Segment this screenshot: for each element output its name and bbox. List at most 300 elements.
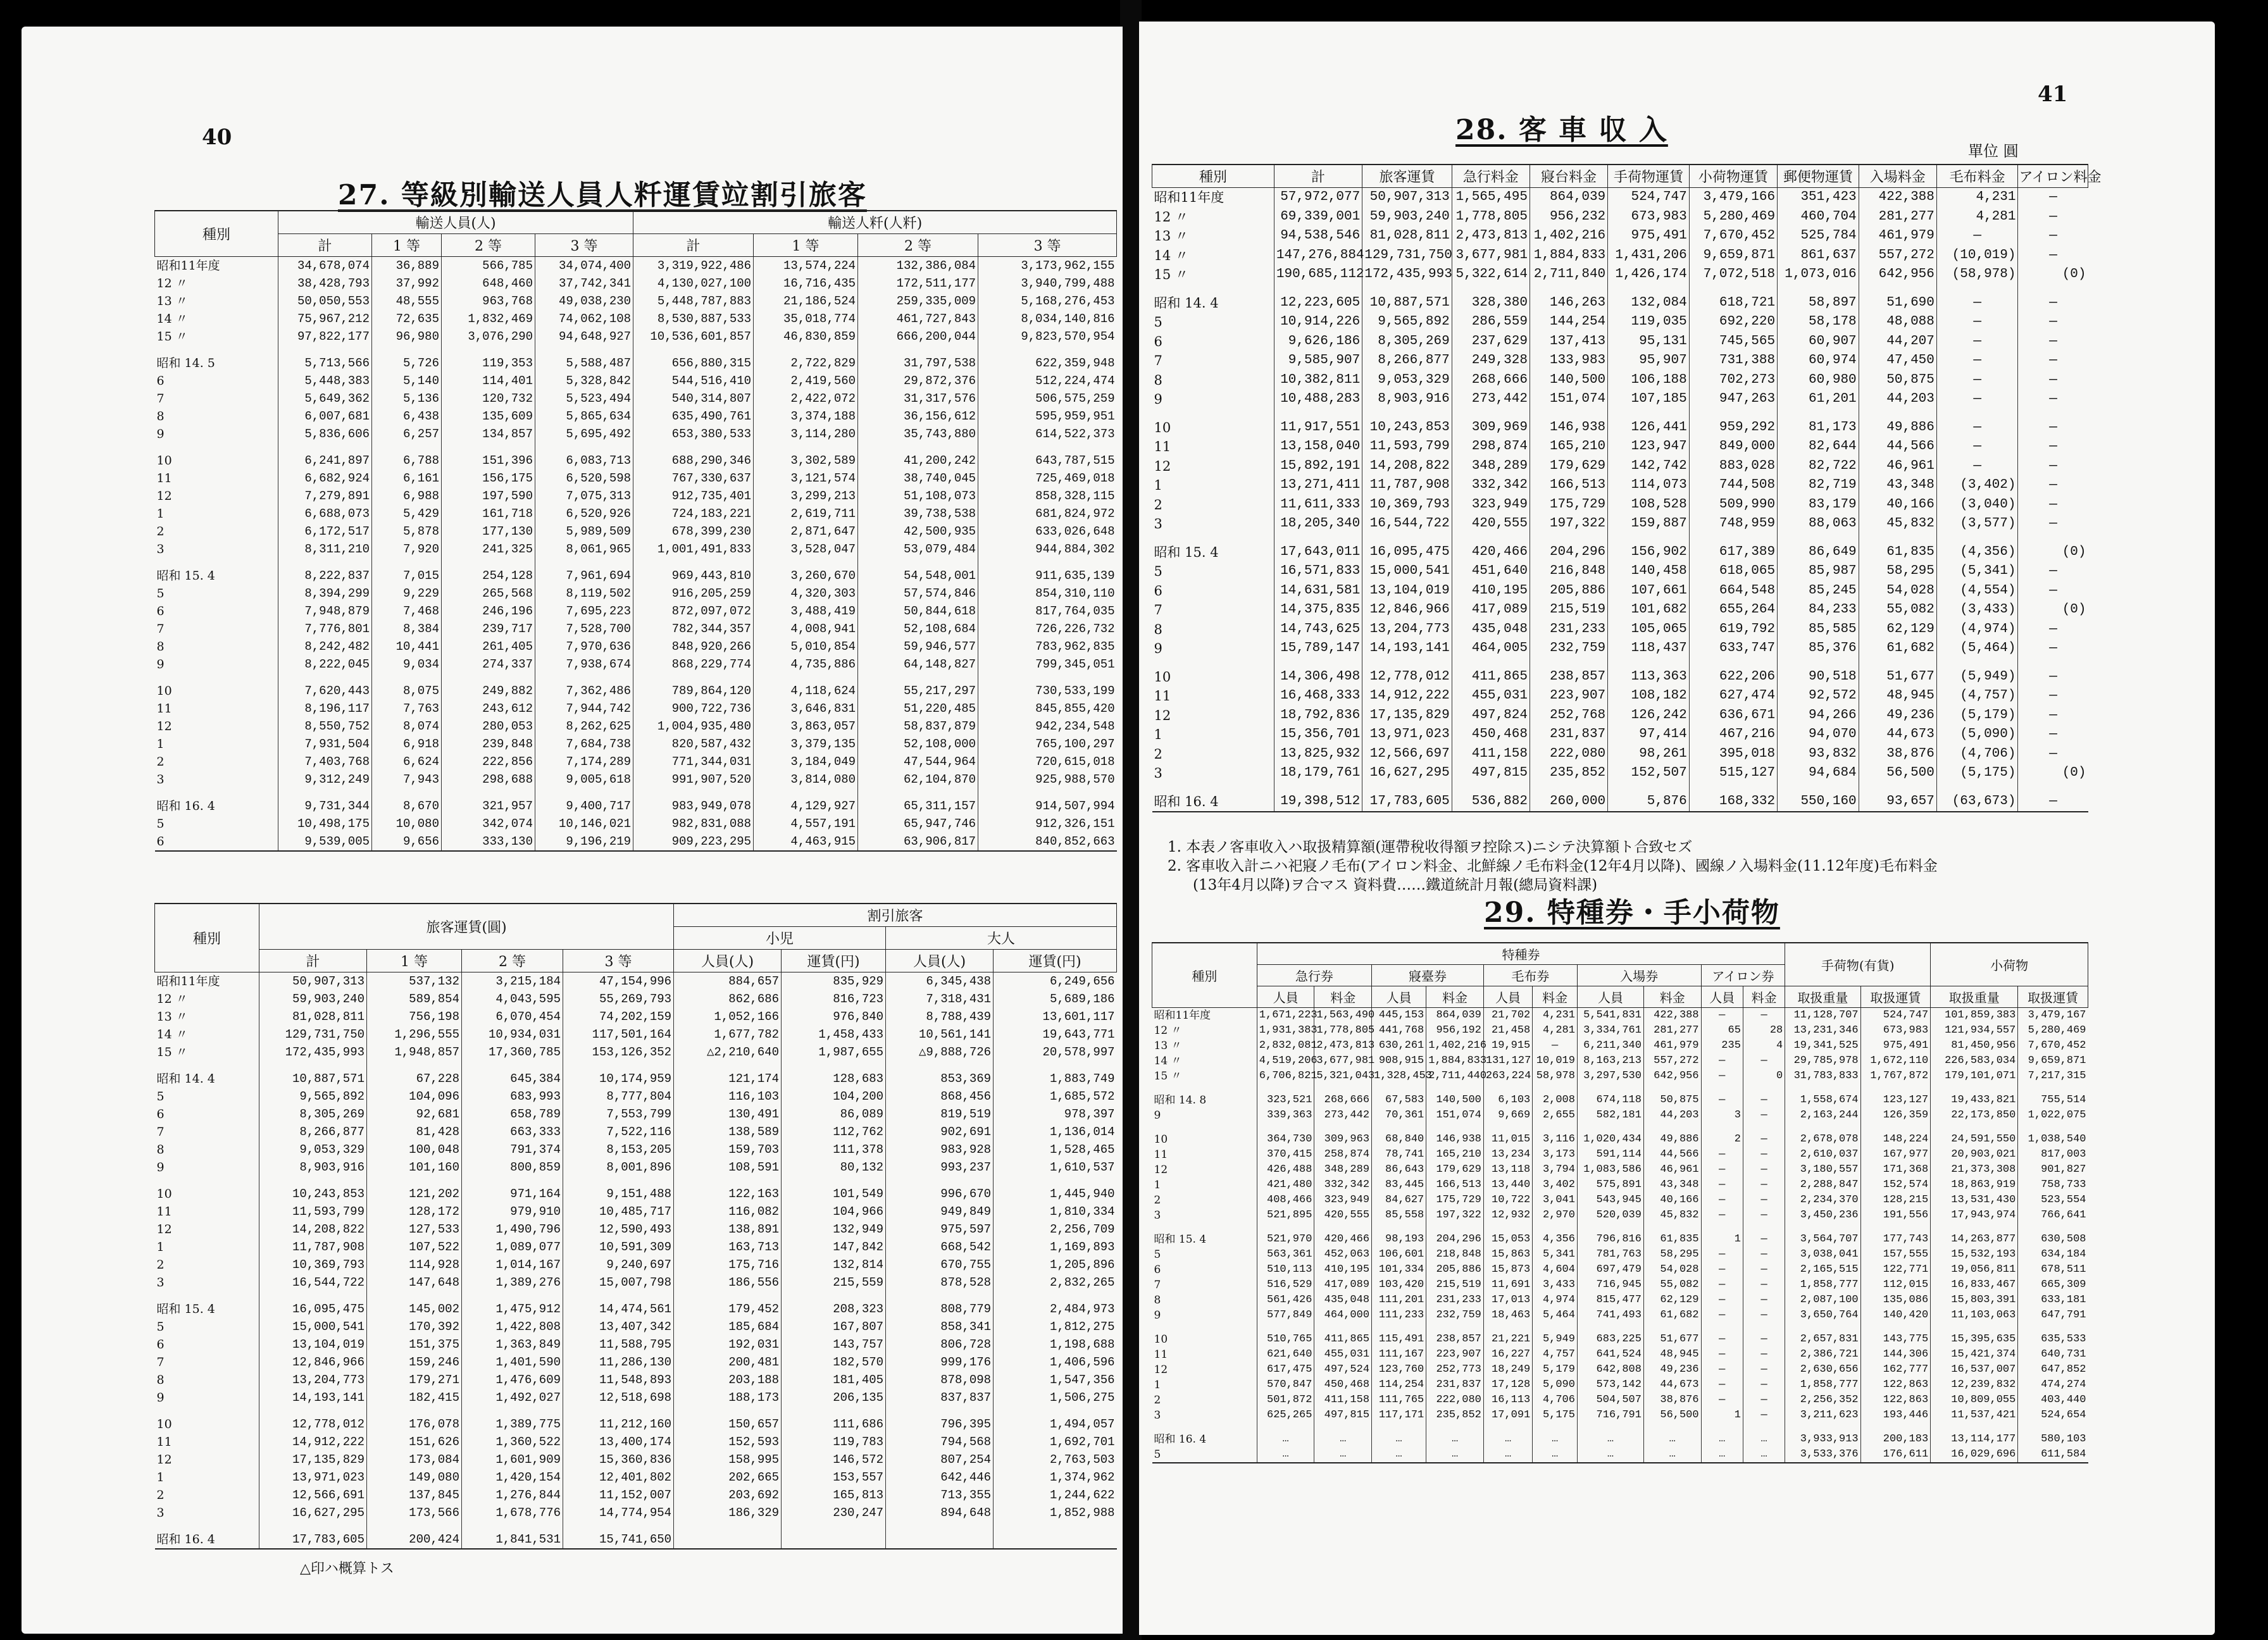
cell-value: 48,945 (1859, 686, 1936, 706)
cell-value: 395,018 (1689, 745, 1777, 764)
cell-value: 6,520,926 (535, 505, 633, 523)
cell-value: 9,539,005 (278, 833, 372, 851)
cell-value: … (1372, 1447, 1426, 1463)
cell-value: 10,146,021 (535, 815, 633, 833)
cell-value: 15,421,374 (1931, 1347, 2018, 1362)
cell-value: 162,777 (1860, 1362, 1931, 1377)
cell-value: 231,233 (1426, 1293, 1484, 1308)
cell-value: 1,987,655 (782, 1043, 886, 1061)
cell-value: — (1743, 1308, 1785, 1323)
cell-value: — (1936, 390, 2018, 409)
cell-value: — (1936, 371, 2018, 390)
cell-value: 501,872 (1257, 1393, 1314, 1408)
cell-value: 237,629 (1452, 332, 1530, 352)
cell-value: 239,848 (442, 735, 535, 753)
cell-value: — (1936, 437, 2018, 457)
cell-value: 115,491 (1372, 1332, 1426, 1347)
cell-value: 111,378 (782, 1141, 886, 1159)
row-label: 10 (156, 454, 172, 468)
cell-value: 58,178 (1778, 313, 1859, 332)
cell-value: 321,957 (442, 797, 535, 815)
sub-header-b-5: 運賃(円) (782, 950, 886, 972)
cell-value: 520,039 (1577, 1208, 1643, 1223)
cell-value: — (1743, 1193, 1785, 1208)
cell-value: 618,721 (1689, 294, 1777, 313)
table-row (155, 390, 1117, 407)
cell-value: 9,565,892 (259, 1088, 367, 1105)
cell-value: 97,414 (1608, 725, 1690, 745)
row-label: 10 (1154, 1333, 1168, 1346)
cell-value: 664,548 (1689, 581, 1777, 601)
cell-value: 7,528,700 (535, 620, 633, 638)
cell-value: 411,865 (1452, 668, 1530, 687)
cell-value: 4,130,027,100 (633, 275, 754, 292)
cell-value: 47,450 (1859, 351, 1936, 371)
cell-value: 1,492,027 (462, 1389, 563, 1407)
cell-value: 570,847 (1257, 1377, 1314, 1393)
cell-value: 298,874 (1452, 437, 1530, 457)
table-row (1152, 1308, 2088, 1323)
cell-value: 200,183 (1860, 1432, 1931, 1447)
sub-header-29-3: 料金 (1426, 986, 1484, 1008)
cell-value: 461,727,843 (858, 310, 978, 328)
adult-header: 大人 (886, 927, 1117, 950)
cell-value: 235,852 (1530, 764, 1607, 783)
cell-value: 215,519 (1530, 600, 1607, 620)
cell-value: 64,148,827 (858, 655, 978, 673)
cell-value: — (1701, 1069, 1743, 1084)
cell-value: … (1257, 1447, 1314, 1463)
cell-value: 159,703 (674, 1141, 782, 1159)
cell-value: 222,856 (442, 753, 535, 771)
cell-value: 50,907,313 (259, 972, 367, 991)
table-row (1152, 514, 2088, 534)
cell-value: 963,768 (442, 292, 535, 310)
cell-value: 1,401,590 (462, 1353, 563, 1371)
cell-value: — (2018, 725, 2088, 745)
cell-value: 13,204,773 (259, 1371, 367, 1389)
cell-value: 854,310,110 (978, 585, 1117, 602)
cell-value: 323,949 (1452, 495, 1530, 515)
cell-value: — (1743, 1162, 1785, 1177)
cell-value: 1,445,940 (994, 1185, 1117, 1203)
cell-value: 1,276,844 (462, 1486, 563, 1504)
cell-value: 265,568 (442, 585, 535, 602)
cell-value: 10,243,853 (259, 1185, 367, 1203)
cell-value: 140,500 (1426, 1093, 1484, 1108)
cell-value: 17,135,829 (259, 1451, 367, 1469)
cell-value: 6,083,713 (535, 452, 633, 469)
cell-value: 7,695,223 (535, 602, 633, 620)
cell-value: 3,488,419 (754, 602, 858, 620)
cell-value: 799,345,051 (978, 655, 1117, 673)
cell-value: 1,038,540 (2018, 1132, 2088, 1147)
cell-value: 595,959,951 (978, 407, 1117, 425)
header-28-8: 入場料金 (1859, 165, 1936, 188)
table-row (1152, 351, 2088, 371)
ticket-group-3: 入場券 (1577, 965, 1701, 986)
cell-value: 16,468,333 (1274, 686, 1362, 706)
cell-value: 11,212,160 (563, 1415, 674, 1433)
cell-value: 166,513 (1530, 476, 1607, 495)
cell-value: 9,312,249 (278, 771, 372, 788)
right-page (1139, 22, 2215, 1635)
table-row (1152, 1053, 2088, 1069)
cell-value: 61,835 (1643, 1232, 1701, 1247)
header-28-6: 小荷物運賃 (1689, 165, 1777, 188)
cell-value: 18,792,836 (1274, 706, 1362, 726)
cell-value: 11,286,130 (563, 1353, 674, 1371)
sub-header-2: 2 等 (442, 234, 535, 257)
row-label: 6 (156, 374, 165, 388)
cell-value: 83,445 (1372, 1177, 1426, 1193)
cell-value: 636,671 (1689, 706, 1777, 726)
cell-value: 348,289 (1314, 1162, 1372, 1177)
cell-value: 7,684,738 (535, 735, 633, 753)
cell-value: 13,271,411 (1274, 476, 1362, 495)
cell-value: 2,722,829 (754, 354, 858, 372)
cell-value: 817,764,035 (978, 602, 1117, 620)
cell-value: 13,158,040 (1274, 437, 1362, 457)
cell-value: 504,507 (1577, 1393, 1643, 1408)
cell-value: 205,886 (1426, 1262, 1484, 1277)
cell-value: 455,031 (1314, 1347, 1372, 1362)
cell-value: — (1701, 1247, 1743, 1262)
cell-value: 85,558 (1372, 1208, 1426, 1223)
cell-value: 1,420,154 (462, 1469, 563, 1486)
cell-value: 179,452 (674, 1300, 782, 1318)
cell-value: 497,824 (1452, 706, 1530, 726)
cell-value: 200,481 (674, 1353, 782, 1371)
cell-value: 38,876 (1859, 745, 1936, 764)
cell-value: 16,833,467 (1931, 1277, 2018, 1293)
cell-value: 2,087,100 (1785, 1293, 1860, 1308)
cell-value: 65,947,746 (858, 815, 978, 833)
cell-value: 663,333 (462, 1123, 563, 1141)
cell-value: 868,456 (886, 1088, 994, 1105)
cell-value: 902,691 (886, 1123, 994, 1141)
cell-value: 182,570 (782, 1353, 886, 1371)
cell-value: 111,686 (782, 1415, 886, 1433)
table-row (155, 753, 1117, 771)
cell-value: 410,195 (1314, 1262, 1372, 1277)
cell-value: 82,719 (1778, 476, 1859, 495)
cell-value: 617,389 (1689, 543, 1777, 562)
row-label: 2 (156, 1488, 165, 1502)
cell-value: 2,711,440 (1426, 1069, 1484, 1084)
cell-value: 4 (1743, 1038, 1785, 1053)
cell-value: 152,507 (1608, 764, 1690, 783)
cell-value: 17,013 (1483, 1293, 1532, 1308)
row-label: 12 (1154, 1164, 1168, 1176)
cell-value: 3,814,080 (754, 771, 858, 788)
cell-value: 281,277 (1643, 1023, 1701, 1038)
cell-value: … (1257, 1432, 1314, 1447)
cell-value: 95,907 (1608, 351, 1690, 371)
cell-value: 633,026,648 (978, 523, 1117, 540)
cell-value: 61,835 (1859, 543, 1936, 562)
cell-value: 163,713 (674, 1238, 782, 1256)
cell-value: 51,108,073 (858, 487, 978, 505)
cell-value: 1,001,491,833 (633, 540, 754, 558)
table-row (155, 1159, 1117, 1176)
cell-value: 204,296 (1426, 1232, 1484, 1247)
cell-value: 765,100,297 (978, 735, 1117, 753)
row-label: 6 (1154, 333, 1162, 349)
row-label: 5 (156, 1320, 165, 1334)
row-label: 昭和 14. 8 (1154, 1094, 1207, 1107)
table-row (1152, 1177, 2088, 1193)
table-row (1152, 1377, 2088, 1393)
sub-header-b-7: 運賃(円) (994, 950, 1117, 972)
cell-value: 232,759 (1530, 639, 1607, 659)
cell-value: 5,140 (372, 372, 442, 390)
cell-value: 172,435,993 (1362, 265, 1452, 285)
cell-value: 148,224 (1860, 1132, 1931, 1147)
cell-value: 15,892,191 (1274, 457, 1362, 476)
cell-value: 9,151,488 (563, 1185, 674, 1203)
cell-value: 12,566,697 (1362, 745, 1452, 764)
cell-value: 78,741 (1372, 1147, 1426, 1162)
cell-value: 114,254 (1372, 1377, 1426, 1393)
cell-value: 117,171 (1372, 1408, 1426, 1423)
cell-value: 6,688,073 (278, 505, 372, 523)
cell-value: 858,328,115 (978, 487, 1117, 505)
cell-value: 98,261 (1608, 745, 1690, 764)
cell-value: 5,168,276,453 (978, 292, 1117, 310)
cell-value: 8,305,269 (1362, 332, 1452, 352)
cell-value: 5,321,043 (1314, 1069, 1372, 1084)
cell-value: 800,859 (462, 1159, 563, 1176)
cell-value: … (1701, 1432, 1743, 1447)
spacer-row (155, 443, 1117, 452)
row-label: 8 (1154, 621, 1162, 637)
cell-value: 222,080 (1530, 745, 1607, 764)
cell-value: 128,172 (367, 1203, 462, 1221)
cell-value: 971,164 (462, 1185, 563, 1203)
row-label: 11 (1154, 1148, 1168, 1161)
cell-value: 235,852 (1426, 1408, 1484, 1423)
table-row (155, 1238, 1117, 1256)
cell-value: 523,554 (2018, 1193, 2088, 1208)
cell-value: 745,565 (1689, 332, 1777, 352)
cell-value: 2,871,647 (754, 523, 858, 540)
cell-value: 5,588,487 (535, 354, 633, 372)
row-label: 3 (156, 542, 165, 556)
cell-value: 8,196,117 (278, 700, 372, 718)
table-row (155, 1531, 1117, 1549)
cell-value: — (1743, 1377, 1785, 1393)
cell-value: 3,650,764 (1785, 1308, 1860, 1323)
cell-value: 7,015 (372, 567, 442, 585)
cell-value: 48,088 (1859, 313, 1936, 332)
cell-value: 497,524 (1314, 1362, 1372, 1377)
cell-value: 5,175 (1533, 1408, 1578, 1423)
cell-value: 2,763,503 (994, 1451, 1117, 1469)
cell-value: 5,448,787,883 (633, 292, 754, 310)
cell-value: 44,203 (1643, 1108, 1701, 1123)
cell-value: 119,353 (442, 354, 535, 372)
cell-value: 4,519,206 (1257, 1053, 1314, 1069)
left-page (22, 27, 1123, 1634)
cell-value: 143,757 (782, 1336, 886, 1353)
cell-value: — (2018, 706, 2088, 726)
cell-value: 323,949 (1314, 1193, 1372, 1208)
cell-value: 656,880,315 (633, 354, 754, 372)
cell-value: 3,334,761 (1577, 1023, 1643, 1038)
table-27-title-text: 27. 等級別輸送人員人粁運賃竝割引旅客 (338, 179, 867, 211)
cell-value: 241,325 (442, 540, 535, 558)
cell-value: 49,236 (1643, 1362, 1701, 1377)
table-row (155, 797, 1117, 815)
table-28-title-text: 28. 客 車 収 入 (1455, 114, 1668, 146)
cell-value: 3,038,041 (1785, 1247, 1860, 1262)
cell-value: 16,716,435 (754, 275, 858, 292)
cell-value: 6,249,656 (994, 972, 1117, 991)
table-row (155, 1389, 1117, 1407)
cell-value: 537,132 (367, 972, 462, 991)
cell-value: — (1701, 1262, 1743, 1277)
cell-value: 6,172,517 (278, 523, 372, 540)
cell-value: 4,043,595 (462, 990, 563, 1008)
row-label: 昭和11年度 (1154, 1009, 1211, 1022)
cell-value: 7,938,674 (535, 655, 633, 673)
cell-value: 134,857 (442, 425, 535, 443)
cell-value: 816,723 (782, 990, 886, 1008)
cell-value: 3,299,213 (754, 487, 858, 505)
header-28-2: 旅客運賃 (1362, 165, 1452, 188)
cell-value: 582,181 (1577, 1108, 1643, 1123)
table-row (155, 718, 1117, 735)
cell-value: 113,363 (1608, 668, 1690, 687)
cell-value: 515,127 (1689, 764, 1777, 783)
row-label: 1 (1154, 727, 1162, 742)
row-label: 昭和 16. 4 (156, 799, 215, 813)
cell-value: 67,583 (1372, 1093, 1426, 1108)
table-row (1152, 1132, 2088, 1147)
cell-value: 1,004,935,480 (633, 718, 754, 735)
cell-value: 188,173 (674, 1389, 782, 1407)
cell-value: 524,654 (2018, 1408, 2088, 1423)
cell-value: 218,848 (1426, 1247, 1484, 1262)
cell-value: 53,079,484 (858, 540, 978, 558)
table-row (155, 815, 1117, 833)
table-row (155, 655, 1117, 673)
cell-value: 7,931,504 (278, 735, 372, 753)
cell-value: 151,626 (367, 1433, 462, 1451)
cell-value: 6,070,454 (462, 1008, 563, 1026)
spacer-row (155, 1407, 1117, 1415)
cell-value: 203,692 (674, 1486, 782, 1504)
cell-value: 44,203 (1859, 390, 1936, 409)
table-row (1152, 639, 2088, 659)
cell-value: 900,722,736 (633, 700, 754, 718)
cell-value: 116,103 (674, 1088, 782, 1105)
cell-value: 192,031 (674, 1336, 782, 1353)
cell-value: 85,245 (1778, 581, 1859, 601)
header-28-10: アイロン料金 (2018, 165, 2088, 188)
cell-value: 176,078 (367, 1415, 462, 1433)
cell-value: 908,915 (1372, 1053, 1426, 1069)
cell-value: 455,031 (1452, 686, 1530, 706)
cell-value: 61,682 (1859, 639, 1936, 659)
cell-value: … (1533, 1447, 1578, 1463)
cell-value: 845,855,420 (978, 700, 1117, 718)
cell-value: 670,755 (886, 1256, 994, 1274)
cell-value: 309,969 (1452, 418, 1530, 438)
cell-value: … (1314, 1432, 1372, 1447)
sub-header-b-4: 人員(人) (674, 950, 782, 972)
row-label: 14 〃 (1154, 1055, 1182, 1067)
cell-value: 6,438 (372, 407, 442, 425)
cell-value: 426,488 (1257, 1162, 1314, 1177)
cell-value: 1,506,275 (994, 1389, 1117, 1407)
table-row (1152, 437, 2088, 457)
table-row (155, 833, 1117, 851)
cell-value: 16,544,722 (1362, 514, 1452, 534)
row-label: 5 (1154, 564, 1162, 579)
cell-value: 8,222,045 (278, 655, 372, 673)
table-row (1152, 313, 2088, 332)
table-row (1152, 725, 2088, 745)
cell-value: 15,395,635 (1931, 1332, 2018, 1347)
cell-value: 193,446 (1860, 1408, 1931, 1423)
cell-value: 15,532,193 (1931, 1247, 2018, 1262)
cell-value: 46,961 (1859, 457, 1936, 476)
cell-value: 5,341 (1533, 1247, 1578, 1262)
cell-value: 249,328 (1452, 351, 1530, 371)
cell-value: 152,593 (674, 1433, 782, 1451)
cell-value: 5,649,362 (278, 390, 372, 407)
cell-value: 7,174,289 (535, 753, 633, 771)
cell-value: … (1701, 1447, 1743, 1463)
cell-value: 975,491 (1608, 227, 1690, 246)
row-label: 6 (1154, 1264, 1161, 1276)
cell-value: 126,242 (1608, 706, 1690, 726)
cell-value: 11,128,707 (1785, 1008, 1860, 1024)
cell-value: 3,379,135 (754, 735, 858, 753)
cell-value: 12,932 (1483, 1208, 1532, 1223)
cell-value: 979,910 (462, 1203, 563, 1221)
cell-value: 674,118 (1577, 1093, 1643, 1108)
table-row (155, 1371, 1117, 1389)
table-row (155, 700, 1117, 718)
cell-value: 622,206 (1689, 668, 1777, 687)
cell-value: — (1936, 332, 2018, 352)
row-label: 5 (156, 1090, 165, 1103)
cell-value: 203,188 (674, 1371, 782, 1389)
cell-value: (10,019) (1936, 246, 2018, 266)
cell-value: 63,906,817 (858, 833, 978, 851)
cell-value: 7,776,801 (278, 620, 372, 638)
cell-value: 165,210 (1426, 1147, 1484, 1162)
spacer-row (155, 1522, 1117, 1531)
table-29 (1152, 942, 2088, 1575)
cell-value: (0) (2018, 265, 2088, 285)
cell-value: 151,074 (1530, 390, 1607, 409)
row-label: 11 (1154, 1348, 1168, 1361)
cell-value: 112,762 (782, 1123, 886, 1141)
cell-value: 435,048 (1452, 620, 1530, 640)
cell-value: — (1701, 1377, 1743, 1393)
cell-value: 85,376 (1778, 639, 1859, 659)
cell-value: 450,468 (1314, 1377, 1372, 1393)
table-row (1152, 1262, 2088, 1277)
cell-value: 7,943 (372, 771, 442, 788)
cell-value: 6,624 (372, 753, 442, 771)
cell-value: 806,728 (886, 1336, 994, 1353)
cell-value: 3,402 (1533, 1177, 1578, 1193)
